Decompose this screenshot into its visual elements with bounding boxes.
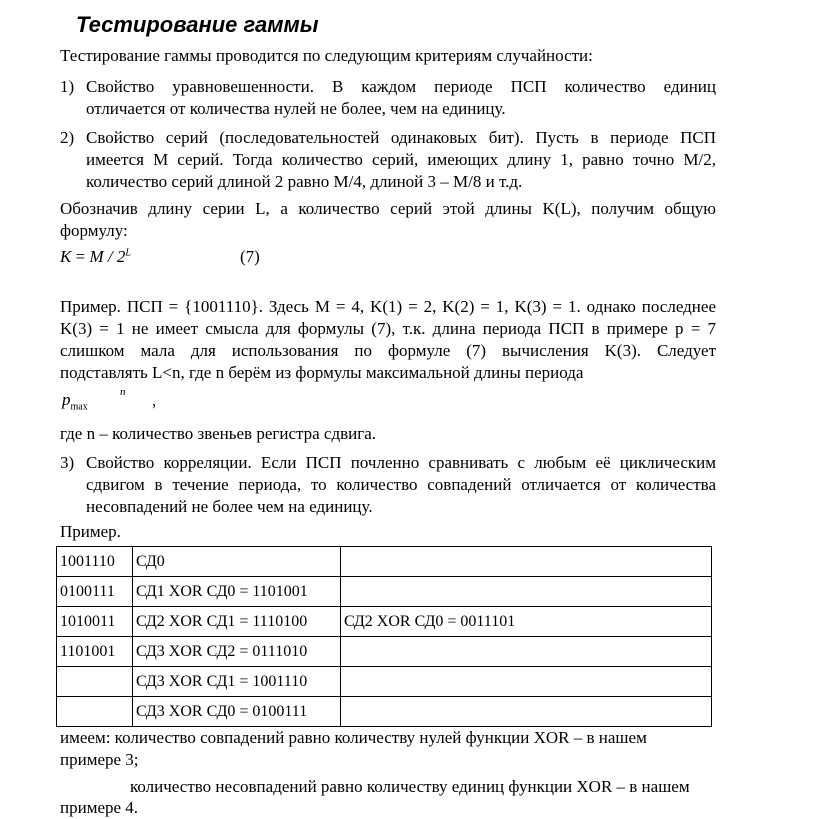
conclusion-line-3: количество несовпадений равно количеству единиц функции XOR – в нашем — [130, 777, 690, 796]
formula-number: (7) — [240, 247, 260, 266]
item-1-line-2: отличается от количества нулей не более, чем на единицу. — [86, 99, 506, 118]
item-2-line-1: Свойство серий (последовательностей одинаковых бит). Пусть в периоде ПСП — [86, 128, 716, 147]
table-cell — [341, 547, 712, 577]
conclusion-line-1: имеем: количество совпадений равно количеству нулей функции XOR – в нашем — [60, 728, 647, 747]
item-3-line-2: сдвигом в течение периода, то количество совпадений отличается от количества — [86, 475, 716, 494]
table-row — [57, 667, 712, 697]
item-1-number: 1) — [60, 77, 75, 96]
table-cell: 1101001 — [57, 637, 133, 667]
example-line-2: K(3) = 1 не имеет смысла для формулы (7), т.к. длина периода ПСП в примере p = 7 — [60, 319, 716, 338]
item-3-line-1: Свойство корреляции. Если ПСП почленно сравнивать с любым её циклическим — [86, 453, 716, 472]
formula-rhs: M / 2 — [89, 247, 126, 266]
table-row — [57, 577, 712, 607]
item-3-number: 3) — [60, 453, 75, 472]
table-cell: СД2 XOR СД0 = 0011101 — [341, 607, 712, 637]
item-2-line-2: имеется M серий. Тогда количество серий, имеющих длину 1, равно точно M/2, — [86, 150, 716, 169]
formula-7: $K = M / 2^L$ — [60, 247, 131, 266]
item-2-line-3: количество серий длиной 2 равно M/4, длиной 3 – M/8 и т.д. — [86, 172, 523, 191]
item-3-line-3: несовпадений не более чем на единицу. — [86, 497, 373, 516]
table-cell — [341, 577, 712, 607]
table-cell: СД0 — [133, 547, 341, 577]
formula-lhs: K — [60, 247, 72, 266]
table-cell: 1001110 — [57, 547, 133, 577]
table-cell — [341, 667, 712, 697]
table-cell — [341, 697, 712, 727]
table-cell: СД3 XOR СД1 = 1001110 — [133, 667, 341, 697]
table-row — [57, 697, 712, 727]
table-cell: СД1 XOR СД0 = 1101001 — [133, 577, 341, 607]
table-row — [57, 637, 712, 667]
pmax-symbol: p — [62, 390, 71, 409]
example-line-1: Пример. ПСП = {1001110}. Здесь M = 4, K(1) = 2, K(2) = 1, K(3) = 1. однако последнее — [60, 297, 716, 316]
table-cell: СД2 XOR СД1 = 1110100 — [133, 607, 341, 637]
example-line-3: слишком мала для использования по формуле (7) вычисления K(3). Следует — [60, 341, 716, 360]
example-2-label: Пример. — [60, 522, 121, 541]
intro-text: Тестирование гаммы проводится по следующим критериям случайности: — [60, 46, 593, 65]
item-1-line-1: Свойство уравновешенности. В каждом периоде ПСП количество единиц — [86, 77, 716, 96]
table-cell: СД3 XOR СД0 = 0100111 — [133, 697, 341, 727]
conclusion-line-2: примере 3; — [60, 750, 139, 769]
pmax-formula — [62, 390, 88, 412]
table-row — [57, 607, 712, 637]
pmax-subscript: max — [70, 401, 88, 413]
formula-exponent: L — [125, 247, 131, 259]
formula-intro-line-2: формулу: — [60, 221, 128, 240]
formula-intro-line-1: Обозначив длину серии L, а количество серий этой длины K(L), получим общую — [60, 199, 716, 218]
table-cell: 1010011 — [57, 607, 133, 637]
table-cell — [57, 667, 133, 697]
table-cell: СД3 XOR СД2 = 0111010 — [133, 637, 341, 667]
table-row — [57, 547, 712, 577]
table-cell — [341, 637, 712, 667]
example-line-4: подставлять L<n, где n берём из формулы максимальной длины периода — [60, 363, 584, 382]
table-cell — [57, 697, 133, 727]
page-title: Тестирование гаммы — [76, 12, 319, 37]
item-2-number: 2) — [60, 128, 75, 147]
where-text: где n – количество звеньев регистра сдвига. — [60, 424, 377, 443]
pmax-exponent: n — [120, 386, 126, 398]
pmax-comma: , — [152, 391, 157, 410]
xor-table — [56, 546, 712, 727]
table-cell: 0100111 — [57, 577, 133, 607]
conclusion-line-4: примере 4. — [60, 798, 139, 817]
